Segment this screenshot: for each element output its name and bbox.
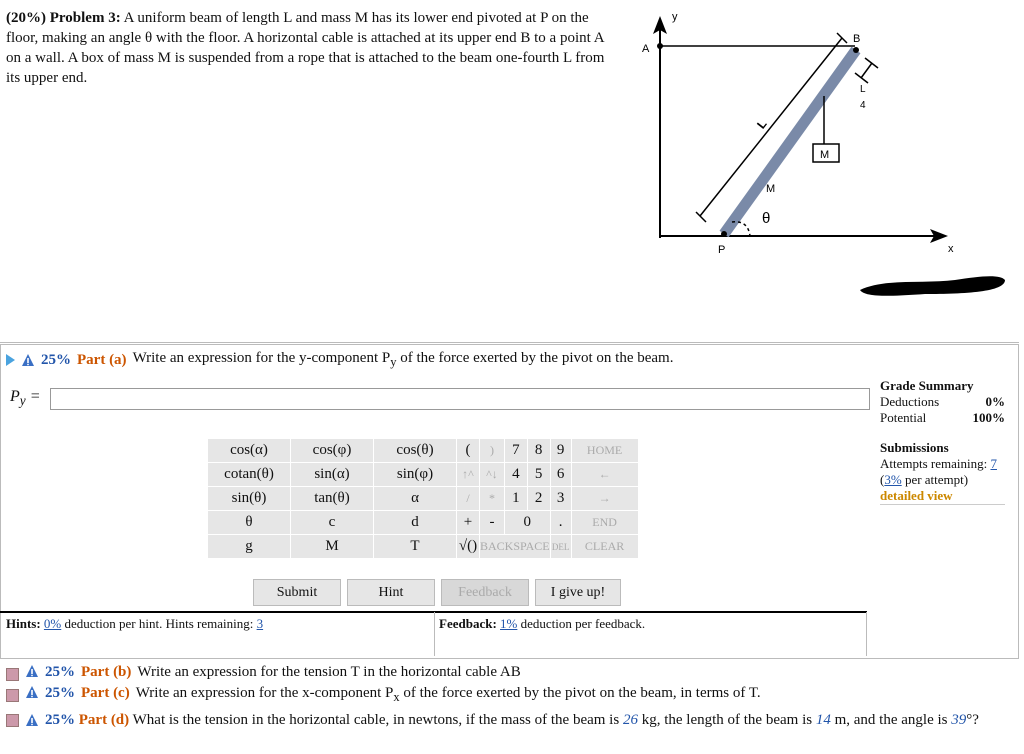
hints-text: deduction per hint. Hints remaining:: [64, 616, 254, 631]
label-x: x: [948, 243, 954, 255]
label-l: L: [754, 117, 770, 132]
key-g[interactable]: g: [208, 535, 291, 559]
pivot-p: [721, 231, 727, 237]
key-t[interactable]: T: [374, 535, 457, 559]
key-1[interactable]: 1: [504, 487, 527, 511]
key-6[interactable]: 6: [550, 463, 571, 487]
key-backspace[interactable]: BACKSPACE: [480, 535, 551, 559]
part-d-label: Part (d): [78, 712, 130, 728]
hints-pct-link[interactable]: 0%: [43, 616, 62, 631]
part-c-prompt: Write an expression for the x-component $P_x$ of the force exerted by the pivot on the beam, in terms of T.: [135, 685, 761, 704]
submit-button[interactable]: Submit: [253, 579, 341, 606]
problem-number: Problem 3:: [49, 10, 121, 26]
collapse-icon[interactable]: [6, 689, 19, 702]
key-plus[interactable]: +: [457, 511, 480, 535]
grade-title: Grade Summary: [880, 378, 974, 393]
feedback-label: Feedback:: [439, 616, 497, 631]
key-sin-theta[interactable]: sin(θ): [208, 487, 291, 511]
key-c[interactable]: c: [291, 511, 374, 535]
key-tan-theta[interactable]: tan(θ): [291, 487, 374, 511]
key-home[interactable]: HOME: [571, 439, 638, 463]
label-m-box: M: [820, 149, 830, 161]
label-m-beam: M: [766, 183, 776, 195]
per-attempt-text: per attempt): [904, 472, 969, 487]
hints-label: Hints:: [6, 616, 41, 631]
feedback-pct-link[interactable]: 1%: [500, 616, 518, 631]
key-divide[interactable]: /: [457, 487, 480, 511]
key-close-paren[interactable]: ): [480, 439, 505, 463]
problem-weight: (20%): [6, 10, 46, 26]
part-d-text-1: What is the tension in the horizontal cable, in newtons, if the mass of the beam is: [132, 712, 623, 728]
key-del[interactable]: DEL: [550, 535, 571, 559]
key-minus[interactable]: -: [480, 511, 505, 535]
key-end[interactable]: END: [571, 511, 638, 535]
attempts-link[interactable]: 7: [990, 456, 997, 471]
key-cos-theta[interactable]: cos(θ): [374, 439, 457, 463]
label-theta: θ: [762, 210, 771, 227]
key-decimal[interactable]: .: [550, 511, 571, 535]
section-divider: [0, 342, 1019, 343]
part-c-percent: 25%: [45, 685, 75, 701]
key-left-arrow[interactable]: ←: [571, 463, 638, 487]
hint-button[interactable]: Hint: [347, 579, 435, 606]
key-9[interactable]: 9: [550, 439, 571, 463]
key-7[interactable]: 7: [504, 439, 527, 463]
part-a-prompt: Write an expression for the y-component $P_y$ of the force exerted by the pivot on the beam.: [132, 350, 674, 369]
label-b: B: [853, 33, 861, 45]
label-quarter-den: 4: [860, 100, 866, 111]
part-d-title[interactable]: [6, 710, 1016, 730]
warning-icon: [25, 713, 39, 727]
part-b-percent: 25%: [45, 664, 75, 680]
part-d-angle: 39: [951, 712, 967, 728]
action-buttons: [253, 579, 621, 606]
hints-remaining-link[interactable]: 3: [256, 616, 264, 631]
label-a: A: [642, 43, 650, 55]
attempts-label: Attempts remaining:: [880, 456, 988, 471]
part-d-text-3: m, and the angle is: [830, 712, 952, 728]
deductions-value: 0%: [985, 394, 1005, 409]
key-subscript[interactable]: ^↓: [480, 463, 505, 487]
feedback-info: [439, 616, 645, 632]
answer-input[interactable]: [50, 388, 870, 410]
key-sin-phi[interactable]: sin(φ): [374, 463, 457, 487]
per-attempt-link[interactable]: 3%: [884, 472, 902, 487]
collapse-icon[interactable]: [6, 714, 19, 727]
part-b-title[interactable]: [6, 664, 521, 681]
play-icon[interactable]: [6, 354, 15, 366]
part-d-percent: 25%: [45, 712, 75, 728]
detailed-view-link[interactable]: detailed view: [880, 488, 1005, 505]
part-b-label: Part (b): [81, 664, 132, 680]
problem-statement: [6, 8, 616, 88]
point-b: [853, 47, 859, 53]
key-cos-alpha[interactable]: cos(α): [208, 439, 291, 463]
collapse-icon[interactable]: [6, 668, 19, 681]
label-p: P: [718, 244, 726, 256]
submissions-title: Submissions: [880, 440, 949, 455]
grade-summary: Grade Summary Deductions 0% Potential 100% Submissions Attempts remaining: 7 (3% per attempt) detailed view: [880, 378, 1005, 503]
key-clear[interactable]: CLEAR: [571, 535, 638, 559]
potential-label: Potential: [880, 410, 927, 425]
key-m[interactable]: M: [291, 535, 374, 559]
part-c-title[interactable]: [6, 685, 761, 705]
warning-icon: [25, 664, 39, 678]
part-c-label: Part (c): [81, 685, 130, 701]
key-theta[interactable]: θ: [208, 511, 291, 535]
part-d-length: 14: [815, 712, 831, 728]
hints-info: [6, 616, 263, 632]
part-b-prompt: Write an expression for the tension T in the horizontal cable AB: [137, 664, 521, 680]
part-d-mass: 26: [622, 712, 638, 728]
key-multiply[interactable]: *: [480, 487, 505, 511]
give-up-button[interactable]: I give up!: [535, 579, 621, 606]
key-superscript[interactable]: ↑^: [457, 463, 480, 487]
key-right-arrow[interactable]: →: [571, 487, 638, 511]
key-sqrt[interactable]: √(): [457, 535, 480, 559]
key-0[interactable]: 0: [504, 511, 550, 535]
keypad: [207, 438, 639, 559]
key-4[interactable]: 4: [504, 463, 527, 487]
label-quarter-num: L: [860, 84, 866, 95]
answer-label: $P_y$ =: [10, 388, 41, 409]
key-open-paren[interactable]: (: [457, 439, 480, 463]
key-sin-alpha[interactable]: sin(α): [291, 463, 374, 487]
problem-text: A uniform beam of length L and mass M has its lower end pivoted at P on the floor, making an angle θ with the floor. A horizontal cable is attached at its upper end B to a point A on a wall. A box of mass M is suspended from a rope that is attached to the beam one-fourth L from its upper end.: [6, 10, 605, 86]
redaction-scribble: [855, 270, 1010, 302]
warning-icon: [21, 353, 35, 367]
key-2[interactable]: 2: [527, 487, 550, 511]
key-8[interactable]: 8: [527, 439, 550, 463]
point-a: [657, 43, 663, 49]
warning-icon: [25, 685, 39, 699]
part-d-text-2: kg, the length of the beam is: [637, 712, 816, 728]
key-3[interactable]: 3: [550, 487, 571, 511]
deductions-label: Deductions: [880, 394, 940, 409]
beam: [724, 50, 856, 234]
key-d[interactable]: d: [374, 511, 457, 535]
feedback-button[interactable]: Feedback: [441, 579, 529, 606]
feedback-text: deduction per feedback.: [520, 616, 646, 631]
part-d-text-4: °?: [966, 712, 979, 728]
answer-row: [10, 388, 870, 410]
beam-diagram: [620, 8, 960, 258]
key-cotan-theta[interactable]: cotan(θ): [208, 463, 291, 487]
part-a-percent: 25%: [41, 351, 71, 368]
part-a-title: [6, 350, 673, 370]
key-cos-phi[interactable]: cos(φ): [291, 439, 374, 463]
part-a-label: Part (a): [77, 351, 127, 368]
key-5[interactable]: 5: [527, 463, 550, 487]
key-alpha[interactable]: α: [374, 487, 457, 511]
potential-value: 100%: [972, 410, 1005, 425]
label-y: y: [672, 11, 678, 23]
